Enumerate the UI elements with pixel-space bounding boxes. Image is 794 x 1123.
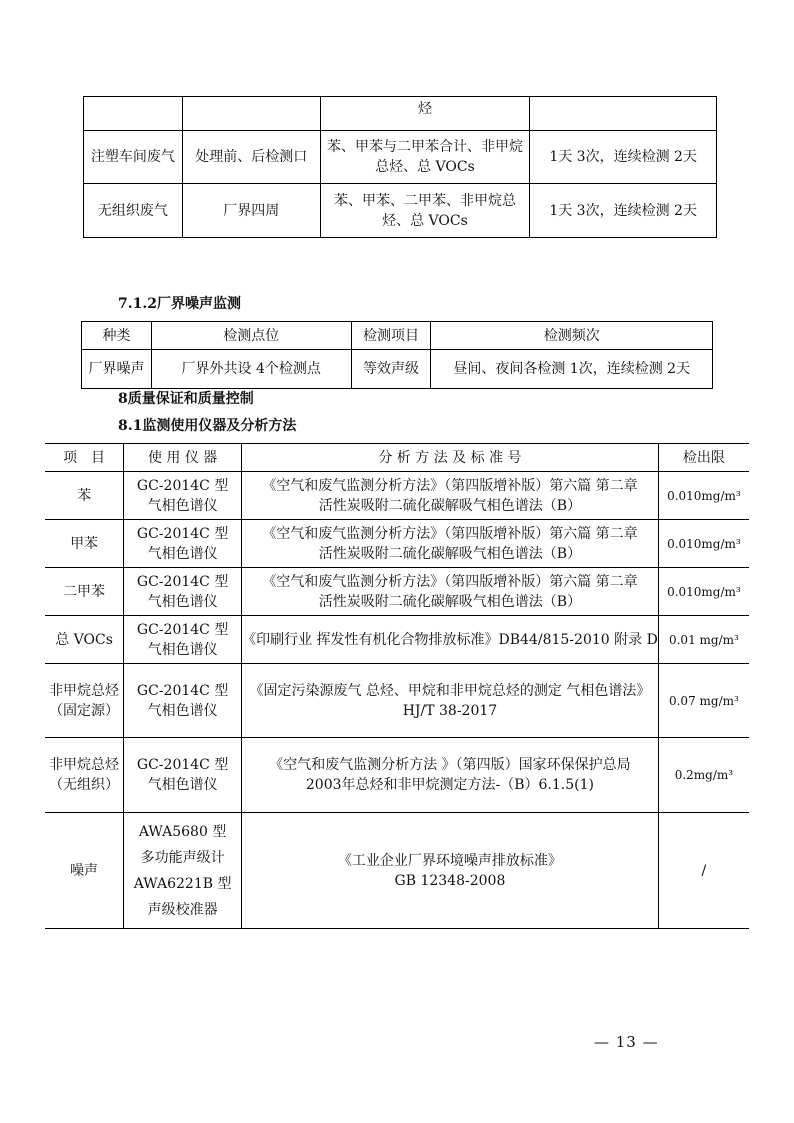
instruments-methods-table (45, 443, 749, 929)
table-row (45, 520, 749, 568)
method-cell (242, 616, 659, 664)
method-cell (242, 472, 659, 520)
instrument-model: GC-2014C 型 (136, 525, 229, 542)
method-line-2: HJ/T 38-2017 (402, 702, 498, 719)
instrument-model: AWA5680 型 (138, 823, 227, 840)
table-cell: 处理前、后检测口 (182, 131, 320, 184)
table-row (84, 97, 717, 131)
item-cell: 苯 (45, 472, 124, 520)
instrument-type: 气相色谱仪 (147, 777, 218, 793)
method-cell (242, 520, 659, 568)
method-line-2: 活性炭吸附二硫化碳解吸气相色谱法（B） (318, 497, 582, 514)
table-cell: 烃 (320, 97, 530, 131)
method-line-1: 《空气和废气监测分析方法》（第四版增补版）第六篇 第二章 (262, 573, 638, 590)
instrument-model: GC-2014C 型 (136, 573, 229, 590)
instrument-cell (124, 664, 242, 738)
table-cell: 无组织废气 (84, 184, 183, 238)
method-line-2: 活性炭吸附二硫化碳解吸气相色谱法（B） (318, 593, 582, 610)
table-cell: 厂界噪声 (82, 350, 152, 389)
method-cell (242, 568, 659, 616)
item-name: 非甲烷总烃 (49, 757, 120, 773)
instrument-cell (124, 616, 242, 664)
item-cell (45, 738, 124, 813)
instrument-model: GC-2014C 型 (136, 621, 229, 638)
instrument-model: AWA6221B 型 (133, 875, 232, 892)
table-row (45, 616, 749, 664)
method-line-1: 《工业企业厂界环境噪声排放标准》 (337, 852, 562, 869)
instrument-type: 气相色谱仪 (147, 641, 218, 658)
table-cell: 厂界四周 (182, 184, 320, 238)
column-header: 检测点位 (151, 322, 351, 350)
method-line-1: 《空气和废气监测分析方法》（第四版增补版）第六篇 第二章 (262, 525, 638, 542)
table-cell: 等效声级 (351, 350, 431, 389)
item-cell: 甲苯 (45, 520, 124, 568)
table-row (45, 568, 749, 616)
method-cell (242, 813, 659, 929)
column-header: 分 析 方 法 及 标 准 号 (242, 444, 659, 472)
table-header-row (45, 444, 749, 472)
table-cell (84, 97, 183, 131)
table-cell: 注塑车间废气 (84, 131, 183, 184)
table-cell (530, 97, 717, 131)
table-row (84, 131, 717, 184)
instrument-cell (124, 738, 242, 813)
table-cell: 苯、甲苯、二甲苯、非甲烷总烃、总 VOCs (320, 184, 530, 238)
monitoring-points-table (83, 96, 717, 238)
detection-limit-cell: 0.01 mg/m³ (658, 616, 749, 664)
instrument-type: 气相色谱仪 (147, 593, 218, 610)
section-heading-noise: 7.1.2厂界噪声监测 (118, 296, 241, 312)
table-cell: 苯、甲苯与二甲苯合计、非甲烷总烃、总 VOCs (320, 131, 530, 184)
column-header: 检出限 (658, 444, 749, 472)
method-line-1: 《空气和废气监测分析方法》（第四版增补版）第六篇 第二章 (262, 477, 638, 494)
method-cell (242, 664, 659, 738)
item-cell: 二甲苯 (45, 568, 124, 616)
page-number: — 13 — (594, 1033, 659, 1051)
method-line-1: 《空气和废气监测分析方法 》（第四版）国家环保保护总局 (269, 757, 631, 773)
table-row (45, 472, 749, 520)
item-cell (45, 664, 124, 738)
method-line-2: 2003年总烃和非甲烷测定方法-（B）6.1.5(1) (305, 777, 594, 793)
column-header: 检测项目 (351, 322, 431, 350)
method-line-2: 活性炭吸附二硫化碳解吸气相色谱法（B） (318, 545, 582, 562)
detection-limit-cell: / (658, 813, 749, 929)
section-heading-instruments: 8.1监测使用仪器及分析方法 (118, 418, 297, 434)
item-qualifier: （无组织） (49, 777, 120, 793)
item-qualifier: （固定源） (49, 702, 120, 719)
table-row (84, 184, 717, 238)
table-row (45, 813, 749, 929)
detection-limit-cell: 0.010mg/m³ (658, 568, 749, 616)
noise-monitoring-table (81, 321, 713, 389)
table-cell: 1天 3次，连续检测 2天 (530, 184, 717, 238)
instrument-type: 气相色谱仪 (147, 545, 218, 562)
instrument-model: GC-2014C 型 (136, 757, 229, 773)
detection-limit-cell: 0.2mg/m³ (658, 738, 749, 813)
item-cell: 噪声 (45, 813, 124, 929)
section-heading-qa: 8质量保证和质量控制 (118, 391, 254, 407)
table-row (45, 738, 749, 813)
table-cell (182, 97, 320, 131)
instrument-cell (124, 520, 242, 568)
column-header: 检测频次 (431, 322, 713, 350)
method-line-1: 《印刷行业 挥发性有机化合物排放标准》DB44/815-2010 附录 D (242, 631, 658, 648)
instrument-type: 声级校准器 (147, 901, 218, 918)
detection-limit-cell: 0.07 mg/m³ (658, 664, 749, 738)
instrument-cell (124, 472, 242, 520)
table-row (82, 350, 713, 389)
instrument-type: 气相色谱仪 (147, 702, 218, 719)
table-row (45, 664, 749, 738)
column-header: 使 用 仪 器 (124, 444, 242, 472)
detection-limit-cell: 0.010mg/m³ (658, 520, 749, 568)
column-header: 项 目 (45, 444, 124, 472)
instrument-type: 气相色谱仪 (147, 497, 218, 514)
detection-limit-cell: 0.010mg/m³ (658, 472, 749, 520)
item-name: 非甲烷总烃 (49, 682, 120, 699)
instrument-model: GC-2014C 型 (136, 682, 229, 699)
method-line-1: 《固定污染源废气 总烃、甲烷和非甲烷总烃的测定 气相色谱法》 (249, 682, 651, 699)
table-cell: 1天 3次，连续检测 2天 (530, 131, 717, 184)
instrument-cell (124, 568, 242, 616)
instrument-model: GC-2014C 型 (136, 477, 229, 494)
method-cell (242, 738, 659, 813)
instrument-cell (124, 813, 242, 929)
item-cell: 总 VOCs (45, 616, 124, 664)
table-cell: 昼间、夜间各检测 1次，连续检测 2天 (431, 350, 713, 389)
column-header: 种类 (82, 322, 152, 350)
instrument-type: 多功能声级计 (140, 849, 225, 866)
table-cell: 厂界外共设 4个检测点 (151, 350, 351, 389)
table-header-row (82, 322, 713, 350)
method-line-2: GB 12348-2008 (394, 872, 506, 889)
